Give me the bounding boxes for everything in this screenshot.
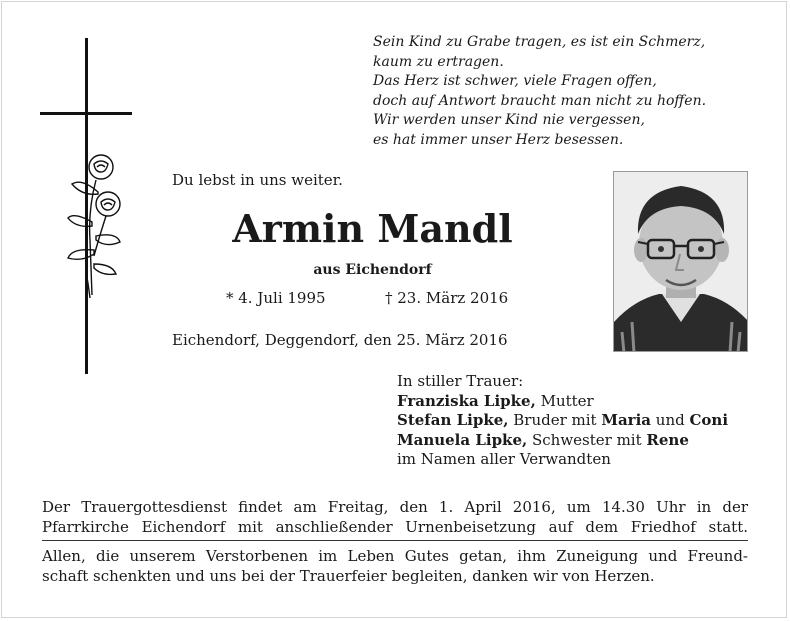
service-text: Pfarrkirche Eichendorf mit anschließender Urnenbeisetzung auf dem Friedhof statt. — [42, 518, 748, 536]
mourner-relation: und — [651, 411, 690, 429]
poem-line: Wir werden unser Kind nie vergessen, — [373, 112, 645, 128]
mourner-name: Coni — [689, 411, 729, 429]
poem-line: Sein Kind zu Grabe tragen, es ist ein Schmerz, — [373, 34, 706, 50]
mourner-name: Franziska Lipke, — [397, 391, 536, 410]
mourners-intro: In stiller Trauer: — [397, 372, 524, 390]
thanks-line: schaft schenkten und uns bei der Trauerfeier begleiten, danken wir von Herzen. — [42, 567, 655, 585]
poem-line: Das Herz ist schwer, viele Fragen offen, — [373, 73, 657, 89]
poem-line: es hat immer unser Herz besessen. — [373, 131, 624, 148]
mourner-relation: Bruder mit — [508, 411, 602, 429]
service-line — [42, 497, 748, 517]
service-notice — [42, 497, 748, 537]
thanks-notice — [42, 546, 748, 586]
deceased-name: Armin Mandl — [232, 206, 513, 251]
mourner-line — [397, 392, 728, 412]
mourner-relation: Schwester mit — [527, 430, 647, 449]
mourners-block — [397, 372, 728, 470]
mourner-line — [397, 431, 728, 451]
mourner-name: Maria — [601, 411, 652, 429]
motto: Du lebst in uns weiter. — [172, 171, 343, 189]
poem-line: doch auf Antwort braucht man nicht zu hoffen. — [373, 92, 707, 109]
roses-icon — [56, 152, 128, 302]
mourner-relation: Mutter — [535, 391, 594, 410]
birth-date: * 4. Juli 1995 — [226, 289, 326, 307]
cross-bar — [40, 112, 132, 115]
thanks-text: Allen, die unserem Verstorbenen im Leben Gutes getan, ihm Zuneigung und Freund- — [42, 547, 748, 565]
divider — [42, 540, 748, 541]
mourners-closing: im Namen aller Verwandten — [397, 450, 611, 468]
death-date: † 23. März 2016 — [385, 289, 509, 307]
service-line — [42, 517, 748, 537]
place-date: Eichendorf, Deggendorf, den 25. März 2016 — [172, 331, 508, 349]
deceased-origin: aus Eichendorf — [313, 262, 432, 278]
service-text: Der Trauergottesdienst findet am Freitag, den 1. April 2016, um 14.30 Uhr in der — [42, 498, 748, 516]
portrait-photo — [613, 171, 748, 352]
thanks-line — [42, 546, 748, 566]
mourner-name: Manuela Lipke, — [397, 430, 528, 449]
mourner-name: Stefan Lipke, — [397, 411, 509, 429]
mourner-name: Rene — [646, 430, 689, 449]
poem — [373, 33, 706, 150]
poem-line: kaum zu ertragen. — [373, 53, 504, 70]
mourner-line — [397, 411, 728, 431]
